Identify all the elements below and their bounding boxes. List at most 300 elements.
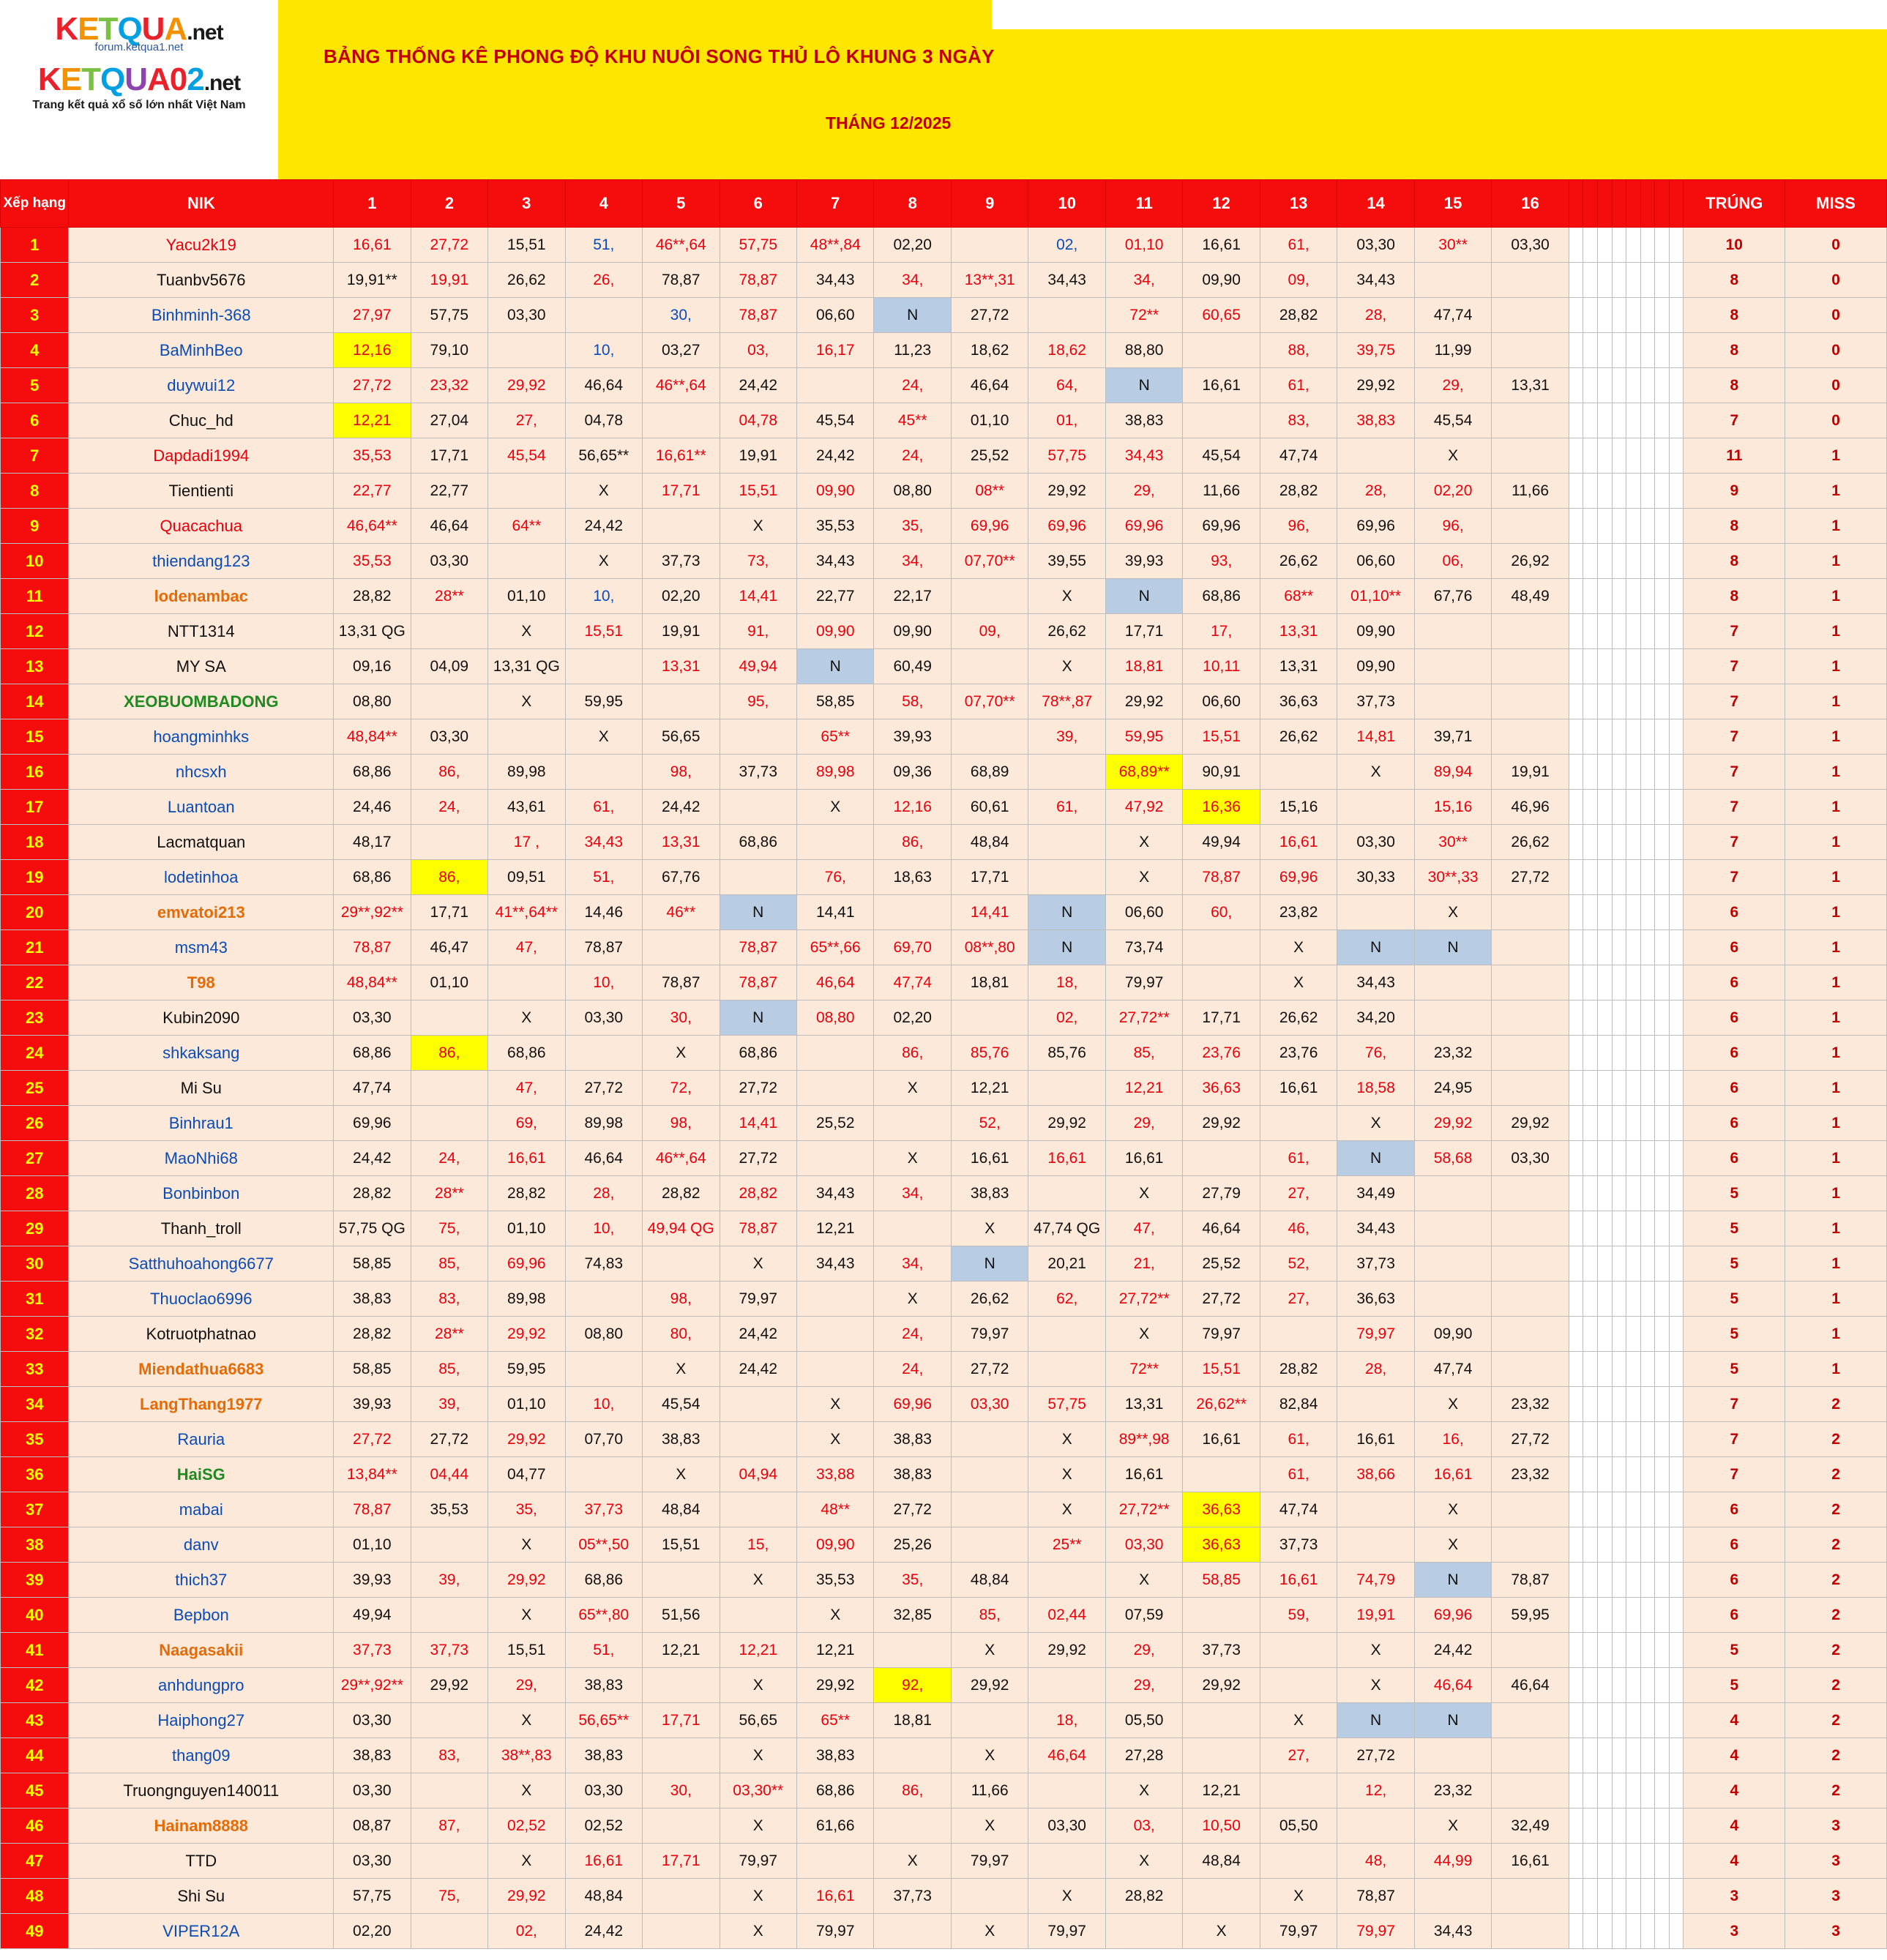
rank-cell: 48 (1, 1879, 69, 1914)
day-cell: X (874, 1071, 951, 1106)
day-cell: 92, (874, 1668, 951, 1703)
spacer-cell (1598, 474, 1613, 509)
day-cell: X (1028, 1457, 1105, 1492)
spacer-cell (1626, 1246, 1641, 1282)
day-cell: 16,61 (1028, 1141, 1105, 1176)
day-cell: 28,82 (488, 1176, 565, 1211)
day-cell: 03,30 (411, 719, 487, 755)
spacer-cell (1569, 1141, 1583, 1176)
col-nik: NIK (69, 180, 334, 228)
day-cell: 04,78 (720, 403, 796, 438)
spacer-cell (1669, 1211, 1684, 1246)
spacer-cell (1583, 1879, 1598, 1914)
nik-cell[interactable]: emvatoi213 (69, 895, 334, 930)
table-row (1, 1246, 1887, 1282)
day-cell (1492, 1246, 1569, 1282)
day-cell: 45,54 (488, 438, 565, 474)
day-cell: 23,32 (1414, 1036, 1491, 1071)
spacer-cell (1583, 228, 1598, 263)
spacer-cell (1626, 649, 1641, 684)
spacer-cell (1583, 965, 1598, 1000)
spacer-cell (1626, 1563, 1641, 1598)
spacer-cell (1598, 1563, 1613, 1598)
day-cell: 10,11 (1183, 649, 1260, 684)
nik-cell[interactable]: Bonbinbon (69, 1176, 334, 1211)
day-cell (565, 1282, 642, 1317)
nik-cell[interactable]: BaMinhBeo (69, 333, 334, 368)
day-cell (1414, 1211, 1491, 1246)
day-cell: 27,79 (1183, 1176, 1260, 1211)
spacer-cell (1598, 1808, 1613, 1844)
spacer-cell (1569, 1317, 1583, 1352)
spacer-cell (1655, 1176, 1670, 1211)
rank-cell: 28 (1, 1176, 69, 1211)
table-row (1, 544, 1887, 579)
col-spacer (1626, 180, 1641, 228)
day-cell: 56,65** (565, 1703, 642, 1738)
miss-count-cell: 1 (1785, 649, 1887, 684)
nik-cell[interactable]: Dapdadi1994 (69, 438, 334, 474)
day-cell (951, 1492, 1028, 1527)
day-cell: 30** (1414, 228, 1491, 263)
spacer-cell (1612, 1000, 1626, 1036)
day-cell (643, 509, 720, 544)
day-cell: 37,73 (1183, 1633, 1260, 1668)
header-row (1, 180, 1887, 228)
day-cell (1414, 1246, 1491, 1282)
day-cell: 27,72 (874, 1492, 951, 1527)
day-cell (797, 1317, 874, 1352)
day-cell: 09,36 (874, 755, 951, 790)
day-cell: 19,91 (1492, 755, 1569, 790)
spacer-cell (1669, 895, 1684, 930)
spacer-cell (1583, 263, 1598, 298)
day-cell: X (1414, 895, 1491, 930)
spacer-cell (1640, 614, 1655, 649)
day-cell: X (1183, 1914, 1260, 1949)
nik-cell[interactable]: msm43 (69, 930, 334, 965)
day-cell (411, 1000, 487, 1036)
table-row (1, 860, 1887, 895)
rank-cell: 6 (1, 403, 69, 438)
miss-count-cell: 1 (1785, 895, 1887, 930)
day-cell (1414, 263, 1491, 298)
page-title: BẢNG THỐNG KÊ PHONG ĐỘ KHU NUÔI SONG THỦ LÔ KHUNG 3 NGÀY (324, 45, 995, 67)
day-cell: 64, (1028, 368, 1105, 403)
col-day-6: 6 (720, 180, 796, 228)
day-cell: 27, (488, 403, 565, 438)
spacer-cell (1669, 368, 1684, 403)
miss-count-cell: 0 (1785, 298, 1887, 333)
day-cell: 37,73 (565, 1492, 642, 1527)
spacer-cell (1669, 298, 1684, 333)
nik-cell[interactable]: Yacu2k19 (69, 228, 334, 263)
day-cell: N (720, 1000, 796, 1036)
day-cell (874, 1808, 951, 1844)
spacer-cell (1569, 1071, 1583, 1106)
day-cell: 65**,66 (797, 930, 874, 965)
nik-cell[interactable]: Tientienti (69, 474, 334, 509)
spacer-cell (1669, 790, 1684, 825)
spacer-cell (1598, 1668, 1613, 1703)
nik-cell[interactable]: hoangminhks (69, 719, 334, 755)
spacer-cell (1583, 1317, 1598, 1352)
nik-cell[interactable]: Naagasakii (69, 1633, 334, 1668)
day-cell: X (643, 1457, 720, 1492)
day-cell: 29,92 (1028, 474, 1105, 509)
nik-cell[interactable]: danv (69, 1527, 334, 1563)
day-cell: X (720, 1563, 796, 1598)
day-cell: 01,10 (334, 1527, 411, 1563)
day-cell (643, 1808, 720, 1844)
spacer-cell (1640, 1563, 1655, 1598)
day-cell: 62, (1028, 1282, 1105, 1317)
spacer-cell (1598, 930, 1613, 965)
day-cell: 17,71 (643, 1703, 720, 1738)
day-cell: 27,72 (720, 1071, 796, 1106)
day-cell: 67,76 (1414, 579, 1491, 614)
spacer-cell (1669, 1879, 1684, 1914)
col-day-1: 1 (334, 180, 411, 228)
day-cell: X (1260, 930, 1337, 965)
nik-cell[interactable]: Kubin2090 (69, 1000, 334, 1036)
spacer-cell (1626, 474, 1641, 509)
nik-cell[interactable]: Thuoclao6996 (69, 1282, 334, 1317)
nik-cell[interactable]: Binhrau1 (69, 1106, 334, 1141)
spacer-cell (1655, 684, 1670, 719)
spacer-cell (1669, 1703, 1684, 1738)
miss-count-cell: 2 (1785, 1773, 1887, 1808)
spacer-cell (1655, 1598, 1670, 1633)
nik-cell[interactable]: TTD (69, 1844, 334, 1879)
nik-cell[interactable]: nhcsxh (69, 755, 334, 790)
table-row (1, 1457, 1887, 1492)
rank-cell: 39 (1, 1563, 69, 1598)
nik-cell[interactable]: thiendang123 (69, 544, 334, 579)
day-cell: 14,41 (797, 895, 874, 930)
day-cell: 26,62** (1183, 1387, 1260, 1422)
spacer-cell (1612, 1703, 1626, 1738)
day-cell: 68,86 (720, 1036, 796, 1071)
day-cell (411, 1844, 487, 1879)
rank-cell: 16 (1, 755, 69, 790)
spacer-cell (1569, 333, 1583, 368)
spacer-cell (1583, 684, 1598, 719)
spacer-cell (1640, 1176, 1655, 1211)
day-cell: 89**,98 (1105, 1422, 1182, 1457)
spacer-cell (1640, 1703, 1655, 1738)
miss-count-cell: 2 (1785, 1598, 1887, 1633)
spacer-cell (1640, 1844, 1655, 1879)
spacer-cell (1569, 438, 1583, 474)
miss-count-cell: 2 (1785, 1633, 1887, 1668)
day-cell (1183, 1703, 1260, 1738)
day-cell: 22,77 (334, 474, 411, 509)
spacer-cell (1655, 860, 1670, 895)
spacer-cell (1626, 825, 1641, 860)
day-cell: 49,94 (334, 1598, 411, 1633)
day-cell: 28, (1337, 474, 1414, 509)
day-cell: 68,86 (720, 825, 796, 860)
nik-cell[interactable]: Luantoan (69, 790, 334, 825)
table-row (1, 509, 1887, 544)
day-cell (1492, 1176, 1569, 1211)
day-cell: 27, (1260, 1282, 1337, 1317)
logo-tagline: Trang kết quả xổ số lớn nhất Việt Nam (32, 99, 246, 111)
spacer-cell (1569, 1598, 1583, 1633)
day-cell: 91, (720, 614, 796, 649)
nik-cell[interactable]: T98 (69, 965, 334, 1000)
hit-count-cell: 6 (1684, 1000, 1785, 1036)
day-cell: X (720, 1668, 796, 1703)
nik-cell[interactable]: anhdungpro (69, 1668, 334, 1703)
day-cell (1492, 1317, 1569, 1352)
day-cell: 37,73 (1337, 684, 1414, 719)
day-cell: 03,30 (565, 1000, 642, 1036)
day-cell: 13,31 (643, 825, 720, 860)
day-cell: N (1414, 1563, 1491, 1598)
nik-cell[interactable]: HaiSG (69, 1457, 334, 1492)
day-cell: 03,30 (334, 1000, 411, 1036)
nik-cell[interactable]: Lacmatquan (69, 825, 334, 860)
nik-cell[interactable]: thang09 (69, 1738, 334, 1773)
day-cell: 78,87 (720, 1211, 796, 1246)
day-cell: 27,72 (411, 228, 487, 263)
nik-cell[interactable]: LangThang1977 (69, 1387, 334, 1422)
spacer-cell (1569, 1808, 1583, 1844)
nik-cell[interactable]: XEOBUOMBADONG (69, 684, 334, 719)
day-cell (951, 649, 1028, 684)
spacer-cell (1655, 1211, 1670, 1246)
day-cell: 85, (951, 1598, 1028, 1633)
day-cell: 57,75 QG (334, 1211, 411, 1246)
nik-cell[interactable]: lodenambac (69, 579, 334, 614)
day-cell (797, 1036, 874, 1071)
spacer-cell (1640, 1317, 1655, 1352)
day-cell (1492, 1211, 1569, 1246)
nik-cell[interactable]: Miendathua6683 (69, 1352, 334, 1387)
day-cell: 35,53 (334, 544, 411, 579)
day-cell: 28** (411, 1176, 487, 1211)
spacer-cell (1669, 1071, 1684, 1106)
day-cell: 03,30 (1492, 228, 1569, 263)
day-cell (951, 1879, 1028, 1914)
day-cell: 09,51 (488, 860, 565, 895)
spacer-cell (1626, 1457, 1641, 1492)
day-cell: 78,87 (334, 930, 411, 965)
day-cell: 27,72** (1105, 1000, 1182, 1036)
day-cell: 46,64 (797, 965, 874, 1000)
nik-cell[interactable]: Truongnguyen140011 (69, 1773, 334, 1808)
spacer-cell (1583, 1176, 1598, 1211)
table-row (1, 1773, 1887, 1808)
day-cell: 29**,92** (334, 895, 411, 930)
day-cell: 34,43 (1028, 263, 1105, 298)
spacer-cell (1640, 544, 1655, 579)
day-cell: 68,86 (334, 1036, 411, 1071)
nik-cell[interactable]: Quacachua (69, 509, 334, 544)
day-cell: 98, (643, 1106, 720, 1141)
table-row (1, 1668, 1887, 1703)
spacer-cell (1655, 1527, 1670, 1563)
table-row (1, 1211, 1887, 1246)
day-cell: 24,42 (720, 1352, 796, 1387)
spacer-cell (1569, 860, 1583, 895)
day-cell (797, 1071, 874, 1106)
nik-cell[interactable]: Kotruotphatnao (69, 1317, 334, 1352)
miss-count-cell: 2 (1785, 1422, 1887, 1457)
table-row (1, 895, 1887, 930)
day-cell: 09,90 (874, 614, 951, 649)
day-cell: 08,80 (334, 684, 411, 719)
nik-cell[interactable]: shkaksang (69, 1036, 334, 1071)
day-cell: X (951, 1808, 1028, 1844)
spacer-cell (1626, 509, 1641, 544)
day-cell: 87, (411, 1808, 487, 1844)
day-cell (1492, 1914, 1569, 1949)
spacer-cell (1626, 1738, 1641, 1773)
hit-count-cell: 6 (1684, 1141, 1785, 1176)
spacer-cell (1598, 263, 1613, 298)
day-cell (1492, 1738, 1569, 1773)
nik-cell[interactable]: VIPER12A (69, 1914, 334, 1949)
day-cell: 13,31 (1260, 614, 1337, 649)
nik-cell[interactable]: MaoNhi68 (69, 1141, 334, 1176)
day-cell: 76, (797, 860, 874, 895)
day-cell: 61, (1260, 1141, 1337, 1176)
miss-count-cell: 1 (1785, 474, 1887, 509)
day-cell: 47,74 (1260, 438, 1337, 474)
nik-cell[interactable]: mabai (69, 1492, 334, 1527)
hit-count-cell: 8 (1684, 509, 1785, 544)
nik-cell[interactable]: Hainam8888 (69, 1808, 334, 1844)
spacer-cell (1612, 1141, 1626, 1176)
nik-cell[interactable]: MY SA (69, 649, 334, 684)
spacer-cell (1655, 1106, 1670, 1141)
day-cell: 60,65 (1183, 298, 1260, 333)
day-cell: 75, (411, 1211, 487, 1246)
day-cell: 61, (1028, 790, 1105, 825)
day-cell: 78,87 (643, 263, 720, 298)
day-cell: 39,93 (334, 1563, 411, 1598)
spacer-cell (1640, 1352, 1655, 1387)
nik-cell[interactable]: Shi Su (69, 1879, 334, 1914)
nik-cell[interactable]: Tuanbv5676 (69, 263, 334, 298)
day-cell: 51,56 (643, 1598, 720, 1633)
day-cell: 56,65** (565, 438, 642, 474)
day-cell: 24, (874, 1352, 951, 1387)
col-day-16: 16 (1492, 180, 1569, 228)
day-cell: 29,92 (797, 1668, 874, 1703)
spacer-cell (1569, 228, 1583, 263)
col-spacer (1640, 180, 1655, 228)
spacer-cell (1626, 1914, 1641, 1949)
day-cell: X (1337, 1633, 1414, 1668)
spacer-cell (1583, 860, 1598, 895)
day-cell: 27, (1260, 1176, 1337, 1211)
day-cell: 39,93 (1105, 544, 1182, 579)
nik-cell[interactable]: Mi Su (69, 1071, 334, 1106)
spacer-cell (1669, 1036, 1684, 1071)
day-cell: 27,72 (951, 1352, 1028, 1387)
nik-cell[interactable]: Chuc_hd (69, 403, 334, 438)
spacer-cell (1612, 1246, 1626, 1282)
spacer-cell (1598, 614, 1613, 649)
day-cell (1028, 825, 1105, 860)
day-cell: 37,73 (720, 755, 796, 790)
site-logo[interactable] (0, 0, 278, 179)
spacer-cell (1598, 719, 1613, 755)
day-cell: 23,82 (1260, 895, 1337, 930)
nik-cell[interactable]: Haiphong27 (69, 1703, 334, 1738)
rank-cell: 43 (1, 1703, 69, 1738)
nik-cell[interactable]: Binhminh-368 (69, 298, 334, 333)
nik-cell[interactable]: Thanh_troll (69, 1211, 334, 1246)
spacer-cell (1569, 755, 1583, 790)
spacer-cell (1669, 1492, 1684, 1527)
miss-count-cell: 2 (1785, 1387, 1887, 1422)
spacer-cell (1569, 1457, 1583, 1492)
nik-cell[interactable]: NTT1314 (69, 614, 334, 649)
day-cell: 38,83 (1337, 403, 1414, 438)
spacer-cell (1598, 790, 1613, 825)
day-cell: 09,90 (797, 474, 874, 509)
day-cell (565, 298, 642, 333)
spacer-cell (1598, 333, 1613, 368)
hit-count-cell: 6 (1684, 1106, 1785, 1141)
nik-cell[interactable]: Bepbon (69, 1598, 334, 1633)
table-row (1, 1703, 1887, 1738)
day-cell (1260, 755, 1337, 790)
day-cell: 18,63 (874, 860, 951, 895)
day-cell: X (1337, 1106, 1414, 1141)
day-cell: 30, (643, 298, 720, 333)
spacer-cell (1669, 1773, 1684, 1808)
spacer-cell (1626, 755, 1641, 790)
day-cell: 16,61 (1183, 1422, 1260, 1457)
day-cell (643, 1738, 720, 1773)
day-cell: 02,20 (874, 228, 951, 263)
rank-cell: 35 (1, 1422, 69, 1457)
day-cell: 38,83 (1105, 403, 1182, 438)
day-cell: 26,62 (1028, 614, 1105, 649)
day-cell: 29,92 (1105, 684, 1182, 719)
day-cell: 69,96 (1414, 1598, 1491, 1633)
day-cell: 59,95 (488, 1352, 565, 1387)
day-cell (1028, 1352, 1105, 1387)
table-row (1, 1282, 1887, 1317)
nik-cell[interactable]: Rauria (69, 1422, 334, 1457)
nik-cell[interactable]: Satthuhoahong6677 (69, 1246, 334, 1282)
spacer-cell (1655, 1036, 1670, 1071)
miss-count-cell: 1 (1785, 1282, 1887, 1317)
spacer-cell (1583, 1703, 1598, 1738)
day-cell: 74,83 (565, 1246, 642, 1282)
spacer-cell (1669, 825, 1684, 860)
nik-cell[interactable]: lodetinhoa (69, 860, 334, 895)
nik-cell[interactable]: thich37 (69, 1563, 334, 1598)
col-day-7: 7 (797, 180, 874, 228)
hit-count-cell: 6 (1684, 965, 1785, 1000)
spacer-cell (1612, 579, 1626, 614)
spacer-cell (1612, 790, 1626, 825)
day-cell: 85,76 (951, 1036, 1028, 1071)
day-cell (1492, 895, 1569, 930)
spacer-cell (1640, 1598, 1655, 1633)
day-cell: 45** (874, 403, 951, 438)
spacer-cell (1669, 1141, 1684, 1176)
nik-cell[interactable]: duywui12 (69, 368, 334, 403)
